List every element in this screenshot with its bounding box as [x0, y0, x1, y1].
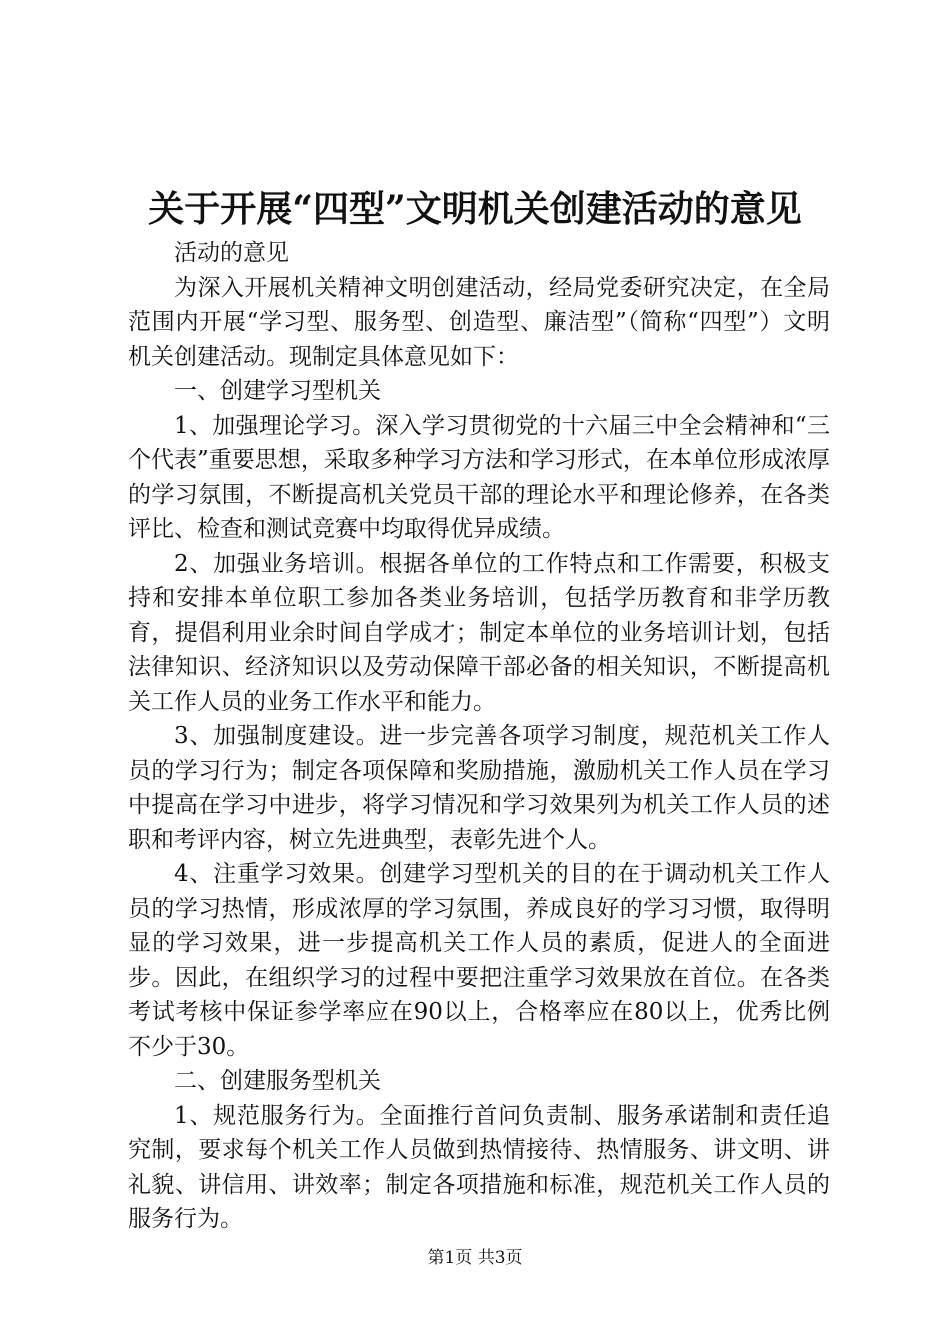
paragraph-theory-study: 1、加强理论学习。深入学习贯彻党的十六届三中全会精神和“三个代表”重要思想，采取多种学习方法和学习形式，在本单位形成浓厚的学习氛围，不断提高机关党员干部的理论水平和理论修养，在各类评比、检查和测试竞赛中均取得优异成绩。: [128, 412, 830, 542]
paragraph-learning-effect: 4、注重学习效果。创建学习型机关的目的在于调动机关工作人员的学习热情，形成浓厚的学习氛围，养成良好的学习习惯，取得明显的学习效果，进一步提高机关工作人员的素质，促进人的全面进步。因此，在组织学习的过程中要把注重学习效果放在首位。在各类考试考核中保证参学率应在90以上，合格率应在80以上，优秀比例不少于30。: [128, 861, 830, 1060]
paragraph-service-behavior: 1、规范服务行为。全面推行首问负责制、服务承诺制和责任追究制，要求每个机关工作人员做到热情接待、热情服务、讲文明、讲礼貌、讲信用、讲效率；制定各项措施和标准，规范机关工作人员的服务行为。: [128, 1102, 830, 1232]
page-footer: 第1页 共3页: [427, 1248, 523, 1268]
section-heading-service: 二、创建服务型机关: [174, 1068, 381, 1094]
document-body: [128, 236, 830, 1237]
section-heading-learning: 一、创建学习型机关: [174, 378, 381, 404]
paragraph-intro: 为深入开展机关精神文明创建活动，经局党委研究决定，在全局范围内开展“学习型、服务型、创造型、廉洁型”（简称“四型”）文明机关创建活动。现制定具体意见如下：: [128, 274, 830, 370]
paragraph-system-building: 3、加强制度建设。进一步完善各项学习制度，规范机关工作人员的学习行为；制定各项保障和奖励措施，激励机关工作人员在学习中提高在学习中进步，将学习情况和学习效果列为机关工作人员的述职和考评内容，树立先进典型，表彰先进个人。: [128, 723, 830, 853]
paragraph-subtitle: 活动的意见: [174, 240, 289, 266]
document-title: 关于开展“四型”文明机关创建活动的意见: [148, 188, 802, 230]
paragraph-business-training: 2、加强业务培训。根据各单位的工作特点和工作需要，积极支持和安排本单位职工参加各类业务培训，包括学历教育和非学历教育，提倡利用业余时间自学成才；制定本单位的业务培训计划，包括法律知识、经济知识以及劳动保障干部必备的相关知识，不断提高机关工作人员的业务工作水平和能力。: [128, 550, 830, 715]
